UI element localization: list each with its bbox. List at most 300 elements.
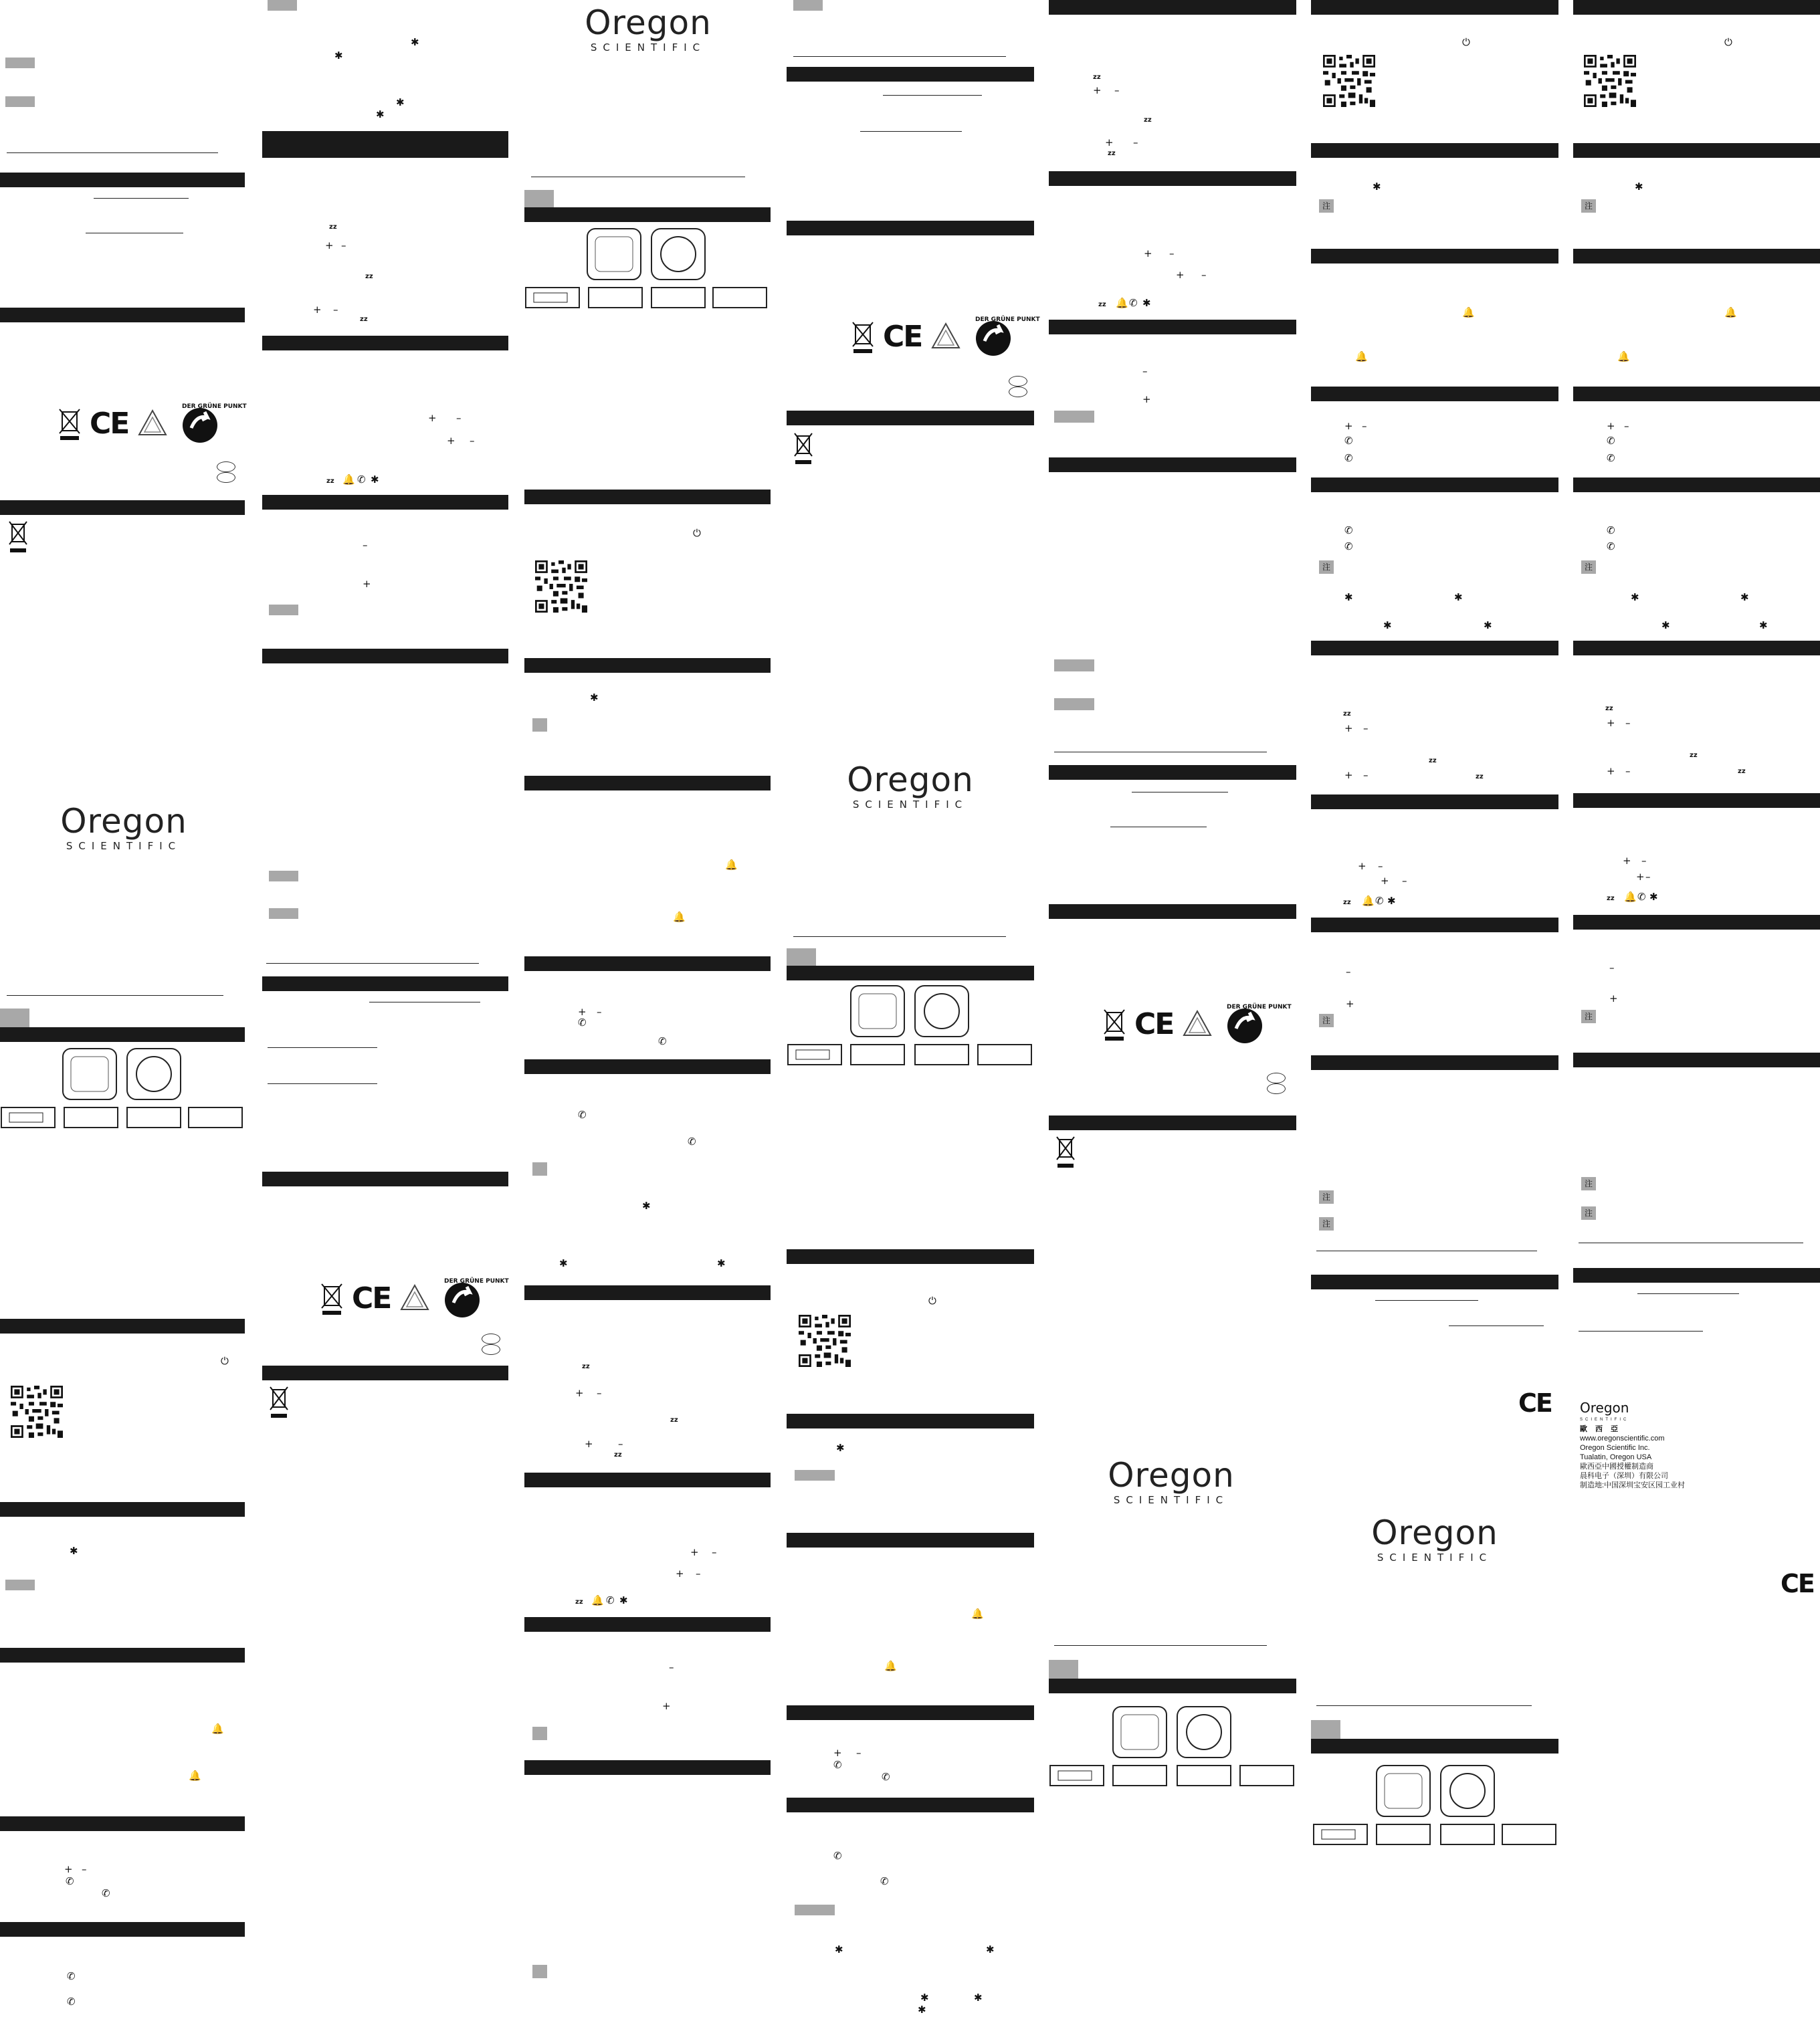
phone-icon: ✆ (357, 473, 366, 486)
note-marker (269, 605, 298, 615)
note-marker (795, 1470, 835, 1481)
section-header-bar (1573, 387, 1820, 401)
svg-text:DER GRÜNE PUNKT: DER GRÜNE PUNKT (1227, 1004, 1292, 1011)
qr-code (799, 1315, 851, 1367)
phone-icon: ✆ (606, 1594, 615, 1606)
phone-icon: ✆ (658, 1035, 667, 1047)
compliance-marks (1102, 1000, 1292, 1047)
section-header-bar (524, 776, 771, 790)
phone-icon: ✆ (1344, 524, 1353, 536)
section-header-bar (1311, 794, 1558, 809)
plus-symbol: + (585, 1438, 593, 1450)
section-header-bar (1311, 918, 1558, 932)
section-header-bar (1573, 793, 1820, 808)
section-header-bar (262, 976, 508, 991)
ce-mark: CE (1518, 1388, 1552, 1418)
phone-icon: ✆ (1375, 895, 1384, 907)
bluetooth-icon: ✱ (376, 108, 385, 120)
section-header-bar (787, 966, 1034, 980)
divider (1449, 1325, 1544, 1326)
back-cover-cn-line2: 晨科电子（深圳）有限公司 (1580, 1472, 1668, 1480)
ce-mark: CE (1134, 1006, 1174, 1041)
section-header-bar (1573, 0, 1820, 15)
note-marker (1311, 1720, 1340, 1739)
pairing-icon: ⏻ (221, 1355, 229, 1367)
minus-symbol: – (363, 539, 368, 551)
plus-symbol: + (313, 304, 322, 316)
section-header-bar (0, 500, 245, 515)
minus-symbol: – (1363, 769, 1369, 781)
green-dot-icon (177, 400, 247, 447)
phone-icon: ✆ (1344, 452, 1353, 464)
product-diagram (1311, 1760, 1558, 1861)
phone-icon: ✆ (880, 1875, 889, 1887)
page-column-1 (0, 0, 245, 2017)
qr-code (1584, 55, 1636, 107)
section-header-bar (1049, 1679, 1296, 1693)
svg-text:DER GRÜNE PUNKT: DER GRÜNE PUNKT (444, 1278, 510, 1285)
note-marker: 注 (1319, 1190, 1334, 1204)
phone-icon: ✆ (833, 1850, 842, 1862)
section-header-bar (0, 1648, 245, 1663)
minus-symbol: – (456, 412, 462, 424)
section-header-bar (524, 956, 771, 971)
minus-symbol: – (597, 1387, 602, 1399)
section-header-bar (0, 1027, 245, 1042)
note-marker (793, 0, 823, 11)
bluetooth-icon: ✱ (1631, 591, 1639, 603)
bluetooth-icon: ✱ (70, 1545, 78, 1557)
plus-symbol: + (1636, 871, 1645, 883)
snooze-icon: zz (582, 1363, 590, 1370)
bluetooth-icon: ✱ (411, 36, 419, 48)
oval-mark (217, 461, 235, 472)
plus-symbol: + (64, 1863, 73, 1875)
note-marker: 注 (1581, 560, 1596, 574)
divider (7, 152, 218, 153)
section-header-bar (262, 495, 508, 510)
divider (1637, 1293, 1739, 1294)
ce-mark: CE (883, 319, 922, 354)
alarm-bell-icon: 🔔 (1355, 350, 1368, 362)
note-marker (1054, 411, 1094, 423)
section-header-bar (1311, 477, 1558, 492)
bluetooth-icon: ✱ (1383, 619, 1392, 631)
alarm-bell-icon: 🔔 (342, 473, 355, 486)
brand-logo: Oregon SCIENTIFIC (847, 760, 974, 811)
oval-mark (1009, 387, 1027, 397)
section-header-bar (787, 1414, 1034, 1428)
compliance-marks (320, 1275, 510, 1321)
section-header-bar (1049, 765, 1296, 780)
weee-bin-icon (8, 519, 28, 554)
page-column-5 (1049, 0, 1296, 2017)
weee-bin-icon (58, 405, 82, 441)
bluetooth-icon: ✱ (1142, 297, 1151, 309)
oval-mark (482, 1334, 500, 1344)
minus-symbol: – (1142, 365, 1148, 377)
weee-bin-icon (1055, 1134, 1076, 1169)
qr-code (11, 1386, 63, 1438)
section-header-bar (524, 1617, 771, 1632)
minus-symbol: – (1169, 247, 1175, 259)
section-header-bar (1573, 915, 1820, 930)
phone-icon: ✆ (578, 1109, 587, 1121)
brand-logo: Oregon SCIENTIFIC (1108, 1456, 1235, 1506)
page-column-4 (787, 0, 1041, 2017)
brand-logo: Oregon SCIENTIFIC (1371, 1513, 1498, 1564)
bluetooth-icon: ✱ (1740, 591, 1749, 603)
section-header-bar (787, 411, 1034, 425)
product-diagram (524, 223, 771, 324)
alarm-bell-icon: 🔔 (673, 911, 686, 923)
plus-symbol: + (1623, 855, 1631, 867)
bluetooth-icon: ✱ (1344, 591, 1353, 603)
alarm-bell-icon: 🔔 (1362, 895, 1375, 907)
snooze-icon: zz (1738, 768, 1746, 775)
minus-symbol: – (597, 1006, 602, 1018)
plus-symbol: + (1344, 722, 1353, 734)
minus-symbol: – (333, 304, 338, 316)
divider (1316, 1705, 1532, 1706)
svg-text:DER GRÜNE PUNKT: DER GRÜNE PUNKT (182, 403, 247, 410)
section-header-bar (524, 1285, 771, 1300)
divider (268, 1047, 377, 1048)
plus-symbol: + (363, 578, 371, 590)
plus-symbol: + (1144, 247, 1152, 259)
oval-mark (1009, 376, 1027, 387)
section-header-bar (1049, 320, 1296, 334)
weee-bin-icon (269, 1384, 289, 1419)
bluetooth-icon: ✱ (1454, 591, 1463, 603)
plus-symbol: + (1105, 136, 1114, 148)
bluetooth-icon: ✱ (1661, 619, 1670, 631)
bluetooth-icon: ✱ (920, 1992, 929, 2004)
section-header-bar (524, 1473, 771, 1487)
qr-code (535, 560, 587, 613)
phone-icon: ✆ (102, 1887, 110, 1899)
phone-icon: ✆ (1344, 540, 1353, 552)
section-header-bar (0, 1502, 245, 1517)
back-cover-address: Tualatin, Oregon USA (1580, 1453, 1652, 1461)
product-diagram (787, 980, 1034, 1081)
minus-symbol: – (470, 435, 475, 447)
note-marker (5, 1580, 35, 1590)
phone-icon: ✆ (67, 1970, 76, 1982)
plus-symbol: + (1607, 765, 1615, 777)
alarm-bell-icon: 🔔 (211, 1723, 224, 1735)
divider (94, 198, 189, 199)
section-header-bar (1311, 1739, 1558, 1754)
divider (7, 995, 223, 996)
section-header-bar (262, 131, 508, 158)
section-header-bar (1049, 904, 1296, 919)
section-header-bar (1573, 1053, 1820, 1067)
bluetooth-icon: ✱ (371, 473, 379, 486)
plus-symbol: + (428, 412, 437, 424)
snooze-icon: zz (1108, 150, 1116, 157)
bluetooth-icon: ✱ (836, 1442, 845, 1454)
page-column-7 (1573, 0, 1820, 2017)
alarm-bell-icon: 🔔 (884, 1660, 897, 1672)
plus-symbol: + (833, 1747, 842, 1759)
minus-symbol: – (669, 1661, 674, 1673)
minus-symbol: – (1114, 84, 1120, 96)
back-cover-cn-line3: 制造地:中国深圳宝安区园工业村 (1580, 1481, 1686, 1489)
bluetooth-icon: ✱ (396, 96, 405, 108)
back-cover-cn-line1: 歐西亞中國授權制造商 (1580, 1463, 1653, 1471)
section-header-bar (1311, 641, 1558, 655)
bluetooth-icon: ✱ (559, 1257, 568, 1269)
bluetooth-icon: ✱ (1649, 891, 1658, 903)
alarm-bell-icon: 🔔 (1624, 891, 1637, 903)
minus-symbol: – (341, 239, 346, 251)
snooze-icon: zz (365, 273, 373, 280)
brand-logo: Oregon SCIENTIFIC (585, 3, 712, 54)
back-cover-brand-sub: SCIENTIFIC (1580, 1418, 1629, 1422)
note-marker (1054, 698, 1094, 710)
note-marker (269, 871, 298, 881)
plus-symbol: + (1176, 269, 1185, 281)
bluetooth-icon: ✱ (619, 1594, 628, 1606)
alarm-bell-icon: 🔔 (725, 859, 738, 871)
divider (1579, 1331, 1703, 1332)
plus-symbol: + (1346, 998, 1354, 1010)
note-marker (5, 96, 35, 107)
phone-icon: ✆ (1637, 891, 1646, 903)
plus-symbol: + (1093, 84, 1102, 96)
snooze-icon: zz (1144, 116, 1152, 124)
plus-symbol: + (1381, 875, 1389, 887)
plus-symbol: + (676, 1568, 684, 1580)
minus-symbol: – (1609, 962, 1615, 974)
oval-mark (217, 472, 235, 483)
note-marker (5, 58, 35, 68)
section-header-bar (0, 1922, 245, 1937)
snooze-icon: zz (329, 223, 337, 231)
section-header-bar (262, 336, 508, 350)
pairing-icon: ⏻ (1724, 36, 1732, 48)
snooze-icon: zz (614, 1451, 622, 1459)
section-header-bar (524, 1059, 771, 1074)
ce-mark: CE (1781, 1569, 1814, 1598)
alarm-bell-icon: 🔔 (591, 1594, 604, 1606)
minus-symbol: – (1346, 966, 1351, 978)
minus-symbol: – (1363, 722, 1369, 734)
note-marker (1049, 1660, 1078, 1679)
note-marker (532, 718, 547, 732)
divider (1375, 1300, 1478, 1301)
minus-symbol: – (712, 1546, 717, 1558)
minus-symbol: – (1201, 269, 1207, 281)
snooze-icon: zz (1098, 301, 1106, 308)
alarm-bell-icon: 🔔 (1462, 306, 1475, 318)
section-header-bar (1573, 477, 1820, 492)
minus-symbol: – (1625, 717, 1631, 729)
section-header-bar (1311, 143, 1558, 158)
snooze-icon: zz (575, 1598, 583, 1606)
section-header-bar (1311, 1055, 1558, 1070)
ce-mark: CE (90, 406, 129, 441)
phone-icon: ✆ (578, 1017, 587, 1029)
section-header-bar (262, 1172, 508, 1186)
snooze-icon: zz (1093, 74, 1101, 81)
minus-symbol: – (82, 1863, 87, 1875)
weee-bin-icon (320, 1280, 344, 1316)
alarm-bell-icon: 🔔 (1617, 350, 1630, 362)
note-marker: 注 (1319, 1217, 1334, 1231)
section-header-bar (1311, 387, 1558, 401)
product-diagram (1049, 1701, 1296, 1802)
bluetooth-icon: ✱ (835, 1943, 843, 1955)
recycle-icon (1181, 1008, 1213, 1039)
minus-symbol: – (1641, 855, 1647, 867)
section-header-bar (1049, 171, 1296, 186)
phone-icon: ✆ (67, 1996, 76, 2008)
section-header-bar (1311, 1275, 1558, 1289)
page-column-6 (1311, 0, 1558, 2017)
plus-symbol: + (575, 1387, 584, 1399)
section-header-bar (0, 173, 245, 187)
green-dot-icon (970, 313, 1041, 360)
phone-icon: ✆ (882, 1771, 890, 1783)
bluetooth-icon: ✱ (590, 692, 599, 704)
plus-symbol: + (1607, 420, 1615, 432)
plus-symbol: + (1142, 393, 1151, 405)
note-marker (524, 190, 554, 207)
section-header-bar (524, 1760, 771, 1775)
snooze-icon: zz (1605, 705, 1613, 712)
note-marker (795, 1905, 835, 1915)
section-header-bar (0, 1816, 245, 1831)
snooze-icon: zz (1476, 773, 1484, 780)
section-header-bar (1049, 0, 1296, 15)
note-marker (1054, 659, 1094, 671)
bluetooth-icon: ✱ (986, 1943, 995, 1955)
recycle-icon (399, 1283, 431, 1313)
section-header-bar (1311, 0, 1558, 15)
note-marker: 注 (1581, 1206, 1596, 1220)
weee-bin-icon (793, 431, 813, 465)
bluetooth-icon: ✱ (717, 1257, 726, 1269)
oval-mark (1267, 1083, 1286, 1094)
divider (268, 1083, 377, 1084)
plus-symbol: + (1609, 992, 1618, 1004)
minus-symbol: – (1625, 765, 1631, 777)
snooze-icon: zz (360, 316, 368, 323)
minus-symbol: – (1402, 875, 1407, 887)
alarm-bell-icon: 🔔 (1724, 306, 1737, 318)
note-marker: 注 (1319, 199, 1334, 213)
page-column-2 (262, 0, 508, 2017)
snooze-icon: zz (670, 1416, 678, 1424)
recycle-icon (136, 408, 169, 439)
weee-bin-icon (851, 318, 875, 354)
divider (793, 56, 1006, 57)
plus-symbol: + (662, 1700, 671, 1712)
back-cover-info (1580, 1400, 1685, 1490)
bluetooth-icon: ✱ (1635, 181, 1643, 193)
phone-icon: ✆ (1607, 452, 1615, 464)
plus-symbol: + (1358, 860, 1367, 872)
section-header-bar (1049, 1116, 1296, 1130)
note-marker (532, 1965, 547, 1978)
section-header-bar (1049, 457, 1296, 472)
divider (793, 936, 1006, 937)
brand-logo: Oregon SCIENTIFIC (60, 802, 187, 852)
snooze-icon: zz (1429, 757, 1437, 764)
product-diagram (0, 1043, 245, 1144)
note-marker: 注 (1581, 1010, 1596, 1023)
section-header-bar (1311, 249, 1558, 263)
section-header-bar (787, 1533, 1034, 1548)
back-cover-brand: Oregon (1580, 1400, 1629, 1416)
back-cover-chinese-name: 歐西亞 (1580, 1425, 1626, 1433)
minus-symbol: – (1624, 420, 1629, 432)
phone-icon: ✆ (66, 1875, 74, 1887)
minus-symbol: – (1378, 860, 1383, 872)
section-header-bar (524, 490, 771, 504)
page-column-3 (524, 0, 771, 2017)
minus-symbol: – (1362, 420, 1367, 432)
plus-symbol: + (1344, 769, 1353, 781)
section-header-bar (0, 308, 245, 322)
bluetooth-icon: ✱ (974, 1992, 983, 2004)
section-header-bar (0, 1319, 245, 1334)
snooze-icon: zz (1343, 899, 1351, 906)
snooze-icon: zz (1343, 710, 1351, 718)
bluetooth-icon: ✱ (1387, 895, 1396, 907)
section-header-bar (524, 658, 771, 673)
section-header-bar (1573, 143, 1820, 158)
snooze-icon: zz (1690, 752, 1698, 759)
oval-mark (482, 1344, 500, 1355)
bluetooth-icon: ✱ (1484, 619, 1492, 631)
divider (266, 963, 479, 964)
divider (1054, 1645, 1267, 1646)
section-header-bar (262, 649, 508, 663)
phone-icon: ✆ (1344, 435, 1353, 447)
minus-symbol: – (1133, 136, 1138, 148)
divider (860, 131, 962, 132)
phone-icon: ✆ (1607, 524, 1615, 536)
section-header-bar (787, 1705, 1034, 1720)
snooze-icon: zz (326, 477, 334, 485)
divider (883, 95, 982, 96)
plus-symbol: + (578, 1006, 587, 1018)
weee-bin-icon (1102, 1006, 1126, 1042)
note-marker: 注 (1319, 560, 1334, 574)
note-marker (268, 0, 297, 11)
pairing-icon: ⏻ (1462, 36, 1470, 48)
qr-code (1323, 55, 1375, 107)
compliance-marks (851, 313, 1041, 360)
pairing-icon: ⏻ (928, 1295, 936, 1307)
plus-symbol: + (1607, 717, 1615, 729)
note-marker: 注 (1581, 199, 1596, 213)
note-marker (532, 1727, 547, 1740)
svg-text:DER GRÜNE PUNKT: DER GRÜNE PUNKT (975, 316, 1041, 323)
phone-icon: ✆ (688, 1136, 696, 1148)
green-dot-icon (439, 1275, 510, 1321)
phone-icon: ✆ (1129, 297, 1138, 309)
section-header-bar (262, 1366, 508, 1380)
bluetooth-icon: ✱ (642, 1200, 651, 1212)
pairing-icon: ⏻ (693, 527, 701, 539)
minus-symbol: – (696, 1568, 701, 1580)
alarm-bell-icon: 🔔 (189, 1770, 201, 1782)
bluetooth-icon: ✱ (334, 49, 343, 62)
